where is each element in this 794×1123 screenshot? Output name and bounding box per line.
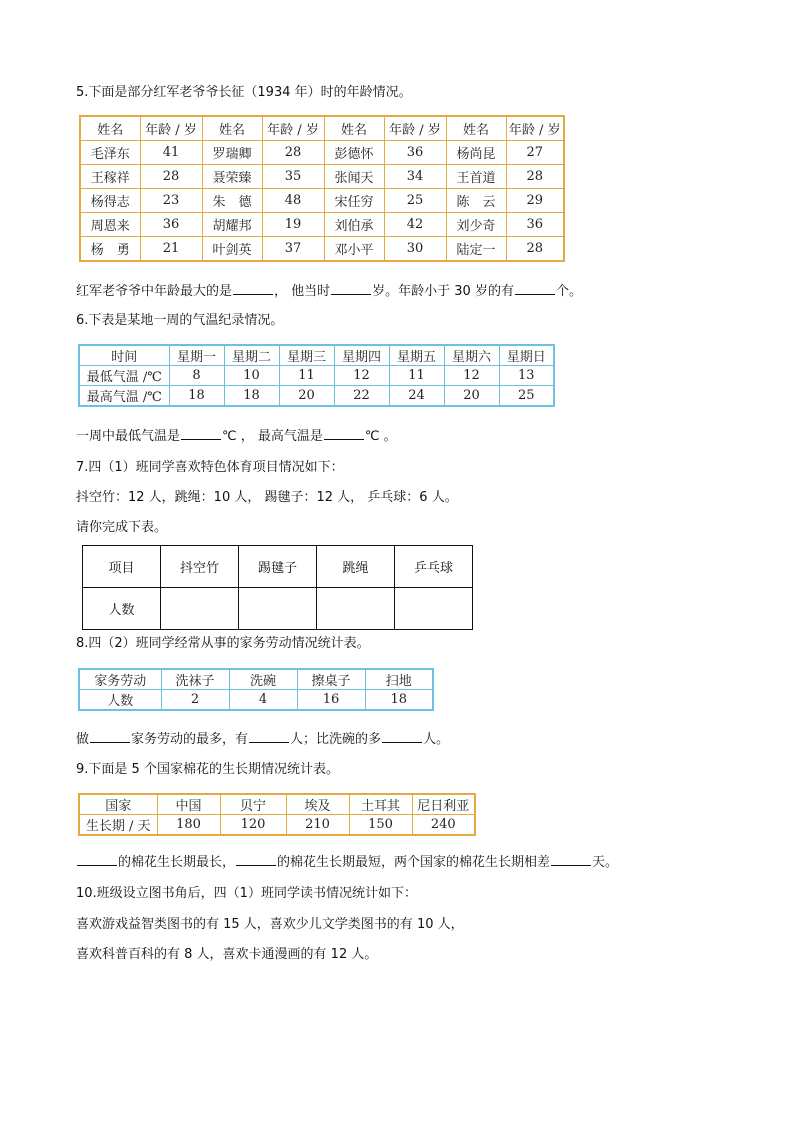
table-cell: 12 xyxy=(444,366,499,386)
table-cell: 180 xyxy=(157,815,220,836)
question-text: ， 他当时 xyxy=(274,284,331,299)
table-cell: 彭德怀 xyxy=(324,141,384,165)
q9-question xyxy=(76,853,618,872)
q6-title: 6.下表是某地一周的气温纪录情况。 xyxy=(76,313,284,328)
question-text: 人；比洗碗的多 xyxy=(290,732,382,747)
header-cell: 姓名 xyxy=(324,116,384,141)
answer-blank[interactable] xyxy=(551,853,591,866)
table-cell: 29 xyxy=(506,189,564,213)
table-cell: 150 xyxy=(349,815,412,836)
table-cell: 最低气温 /℃ xyxy=(79,366,169,386)
table-cell: 20 xyxy=(444,386,499,407)
table-cell: 12 xyxy=(334,366,389,386)
header-cell: 国家 xyxy=(79,794,157,815)
answer-blank[interactable] xyxy=(233,282,273,295)
table-row xyxy=(79,366,554,386)
table-header-row xyxy=(80,116,564,141)
q6-temperature-table xyxy=(78,344,555,407)
table-header-row xyxy=(79,345,554,366)
question-text: 天。 xyxy=(592,855,619,870)
table-cell: 18 xyxy=(224,386,279,407)
table-cell: 18 xyxy=(365,690,433,711)
table-cell: 11 xyxy=(279,366,334,386)
answer-cell[interactable] xyxy=(317,588,395,630)
header-cell: 贝宁 xyxy=(220,794,286,815)
q10-line-2: 喜欢游戏益智类图书的有 15 人，喜欢少儿文学类图书的有 10 人， xyxy=(76,917,464,932)
row-label: 人数 xyxy=(83,588,161,630)
table-cell: 2 xyxy=(161,690,229,711)
table-row xyxy=(80,189,564,213)
table-cell: 刘少奇 xyxy=(446,213,506,237)
table-cell: 23 xyxy=(140,189,202,213)
table-cell: 11 xyxy=(389,366,444,386)
header-cell: 年龄 / 岁 xyxy=(384,116,446,141)
header-cell: 星期五 xyxy=(389,345,444,366)
table-cell: 聂荣臻 xyxy=(202,165,262,189)
table-cell: 13 xyxy=(499,366,554,386)
q10-line-3: 喜欢科普百科的有 8 人，喜欢卡通漫画的有 12 人。 xyxy=(76,947,378,962)
question-text: ℃ ， 最高气温是 xyxy=(222,429,323,444)
header-cell: 中国 xyxy=(157,794,220,815)
table-row xyxy=(79,386,554,407)
table-cell: 最高气温 /℃ xyxy=(79,386,169,407)
table-header-row xyxy=(83,546,473,588)
answer-blank[interactable] xyxy=(515,282,555,295)
table-cell: 王首道 xyxy=(446,165,506,189)
header-cell: 年龄 / 岁 xyxy=(262,116,324,141)
q8-question xyxy=(76,730,449,749)
answer-blank[interactable] xyxy=(77,853,117,866)
table-cell: 27 xyxy=(506,141,564,165)
table-cell: 20 xyxy=(279,386,334,407)
q8-housework-table xyxy=(78,668,434,711)
header-cell: 星期三 xyxy=(279,345,334,366)
question-text: 个。 xyxy=(555,284,582,299)
table-cell: 罗瑞卿 xyxy=(202,141,262,165)
question-text: 红军老爷爷中年龄最大的是 xyxy=(76,284,233,299)
table-cell: 25 xyxy=(384,189,446,213)
header-cell: 姓名 xyxy=(80,116,140,141)
question-text: ℃ 。 xyxy=(364,429,397,444)
header-cell: 踢毽子 xyxy=(239,546,317,588)
answer-blank[interactable] xyxy=(90,730,130,743)
header-cell: 土耳其 xyxy=(349,794,412,815)
q10-title: 10.班级设立图书角后，四（1）班同学读书情况统计如下： xyxy=(76,886,417,901)
table-row xyxy=(80,237,564,262)
table-row xyxy=(80,213,564,237)
q7-title: 7.四（1）班同学喜欢特色体育项目情况如下： xyxy=(76,460,344,475)
q5-title: 5.下面是部分红军老爷爷长征（1934 年）时的年龄情况。 xyxy=(76,85,412,100)
header-cell: 跳绳 xyxy=(317,546,395,588)
header-cell: 扫地 xyxy=(365,669,433,690)
table-cell: 28 xyxy=(506,165,564,189)
question-text: 做 xyxy=(76,732,90,747)
table-cell: 邓小平 xyxy=(324,237,384,262)
table-cell: 30 xyxy=(384,237,446,262)
table-cell: 36 xyxy=(506,213,564,237)
header-cell: 星期二 xyxy=(224,345,279,366)
table-cell: 刘伯承 xyxy=(324,213,384,237)
table-cell: 毛泽东 xyxy=(80,141,140,165)
table-cell: 28 xyxy=(140,165,202,189)
answer-blank[interactable] xyxy=(236,853,276,866)
question-text: 家务劳动的最多，有 xyxy=(131,732,249,747)
table-cell: 生长期 / 天 xyxy=(79,815,157,836)
header-cell: 尼日利亚 xyxy=(412,794,475,815)
table-cell: 陈 云 xyxy=(446,189,506,213)
table-cell: 杨尚昆 xyxy=(446,141,506,165)
q5-question xyxy=(76,282,582,301)
table-cell: 张闻天 xyxy=(324,165,384,189)
table-cell: 4 xyxy=(229,690,297,711)
table-cell: 28 xyxy=(506,237,564,262)
question-text: 的棉花生长期最短，两个国家的棉花生长期相差 xyxy=(277,855,551,870)
table-row xyxy=(79,815,475,836)
table-cell: 37 xyxy=(262,237,324,262)
table-cell: 杨 勇 xyxy=(80,237,140,262)
header-cell: 擦桌子 xyxy=(297,669,365,690)
table-cell: 24 xyxy=(389,386,444,407)
answer-blank[interactable] xyxy=(181,427,221,440)
question-text: 的棉花生长期最长， xyxy=(118,855,236,870)
header-cell: 年龄 / 岁 xyxy=(140,116,202,141)
header-cell: 星期六 xyxy=(444,345,499,366)
table-cell: 王稼祥 xyxy=(80,165,140,189)
header-cell: 时间 xyxy=(79,345,169,366)
table-row xyxy=(80,141,564,165)
question-text: 人。 xyxy=(423,732,450,747)
table-cell: 18 xyxy=(169,386,224,407)
q5-age-table xyxy=(79,115,565,262)
answer-blank[interactable] xyxy=(249,730,289,743)
table-cell: 10 xyxy=(224,366,279,386)
table-cell: 人数 xyxy=(79,690,161,711)
header-cell: 星期四 xyxy=(334,345,389,366)
table-cell: 210 xyxy=(286,815,349,836)
table-cell: 8 xyxy=(169,366,224,386)
table-cell: 21 xyxy=(140,237,202,262)
table-cell: 36 xyxy=(384,141,446,165)
header-cell: 年龄 / 岁 xyxy=(506,116,564,141)
table-cell: 240 xyxy=(412,815,475,836)
header-cell: 埃及 xyxy=(286,794,349,815)
table-header-row xyxy=(79,794,475,815)
table-cell: 胡耀邦 xyxy=(202,213,262,237)
table-cell: 22 xyxy=(334,386,389,407)
table-row xyxy=(83,588,473,630)
q8-title: 8.四（2）班同学经常从事的家务劳动情况统计表。 xyxy=(76,636,370,651)
answer-cell[interactable] xyxy=(239,588,317,630)
header-cell: 家务劳动 xyxy=(79,669,161,690)
header-cell: 姓名 xyxy=(202,116,262,141)
header-cell: 洗袜子 xyxy=(161,669,229,690)
q6-question xyxy=(76,427,397,446)
header-cell: 抖空竹 xyxy=(161,546,239,588)
table-cell: 陆定一 xyxy=(446,237,506,262)
answer-blank[interactable] xyxy=(331,282,371,295)
table-cell: 杨得志 xyxy=(80,189,140,213)
header-cell: 姓名 xyxy=(446,116,506,141)
table-cell: 35 xyxy=(262,165,324,189)
table-row xyxy=(79,690,433,711)
answer-cell[interactable] xyxy=(395,588,473,630)
table-cell: 28 xyxy=(262,141,324,165)
q9-cotton-table xyxy=(78,793,476,836)
table-cell: 周恩来 xyxy=(80,213,140,237)
header-cell: 洗碗 xyxy=(229,669,297,690)
table-row xyxy=(80,165,564,189)
table-cell: 19 xyxy=(262,213,324,237)
header-cell: 乒乓球 xyxy=(395,546,473,588)
table-cell: 朱 德 xyxy=(202,189,262,213)
header-cell: 星期日 xyxy=(499,345,554,366)
table-cell: 120 xyxy=(220,815,286,836)
table-cell: 16 xyxy=(297,690,365,711)
table-cell: 41 xyxy=(140,141,202,165)
q9-title: 9.下面是 5 个国家棉花的生长期情况统计表。 xyxy=(76,762,339,777)
answer-blank[interactable] xyxy=(324,427,364,440)
table-cell: 叶剑英 xyxy=(202,237,262,262)
table-cell: 宋任穷 xyxy=(324,189,384,213)
header-cell: 项目 xyxy=(83,546,161,588)
table-cell: 42 xyxy=(384,213,446,237)
question-text: 岁。年龄小于 30 岁的有 xyxy=(372,284,514,299)
answer-blank[interactable] xyxy=(382,730,422,743)
header-cell: 星期一 xyxy=(169,345,224,366)
answer-cell[interactable] xyxy=(161,588,239,630)
q7-instruction: 请你完成下表。 xyxy=(76,520,168,535)
table-cell: 36 xyxy=(140,213,202,237)
question-text: 一周中最低气温是 xyxy=(76,429,181,444)
table-cell: 34 xyxy=(384,165,446,189)
q7-fill-table xyxy=(82,545,473,630)
table-cell: 48 xyxy=(262,189,324,213)
q7-data-line: 抖空竹：12 人，跳绳：10 人， 踢毽子：12 人， 乒乓球：6 人。 xyxy=(76,490,458,505)
table-cell: 25 xyxy=(499,386,554,407)
table-header-row xyxy=(79,669,433,690)
